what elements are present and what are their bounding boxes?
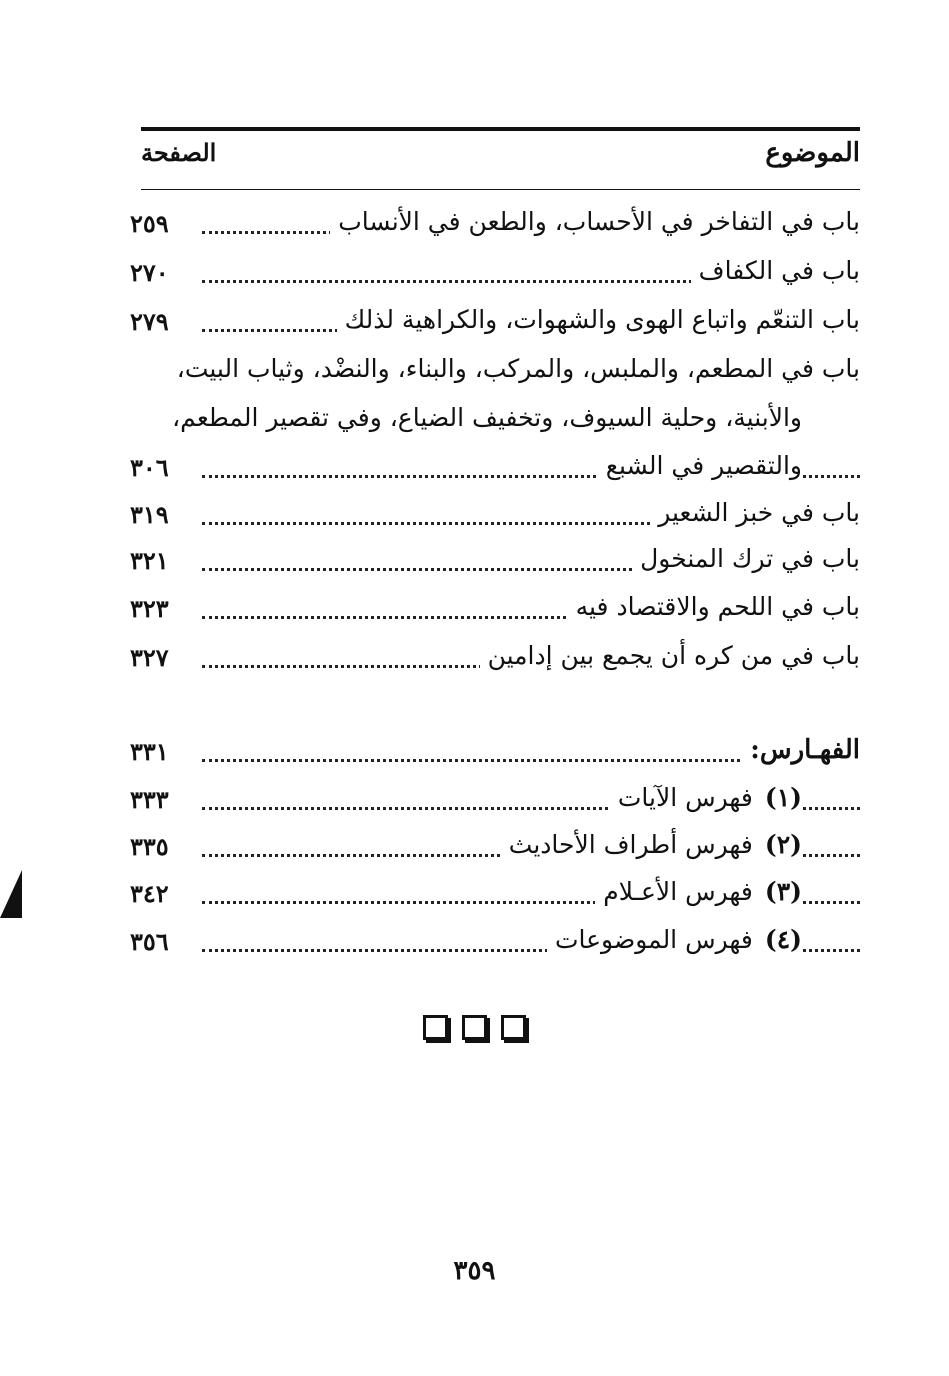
entry-title: باب في التفاخر في الأحساب، والطعن في الأنساب — [330, 207, 860, 236]
index-title: فهرس الأعـلام — [603, 877, 753, 906]
toc-entry — [130, 207, 860, 251]
entry-title: والتقصير في الشبع — [598, 451, 802, 480]
entry-title: باب في اللحم والاقتصاد فيه — [568, 592, 860, 621]
entry-title: باب في ترك المنخول — [632, 544, 860, 573]
ornament-square-icon — [423, 1015, 448, 1040]
page-column-label: الصفحة — [141, 138, 217, 167]
index-title: فهرس الموضوعات — [554, 925, 753, 954]
index-number: (٤) — [764, 925, 802, 954]
entry-page: ٣٢٣ — [130, 594, 169, 623]
topic-column-label: الموضوع — [765, 138, 860, 168]
entry-page: ٣١٩ — [130, 500, 169, 529]
index-entry-label — [595, 877, 802, 906]
entry-title: باب في المطعم، والملبس، والمركب، والبناء، والنضْد، وثياب البيت، — [169, 354, 860, 383]
index-page: ٣٥٦ — [130, 927, 169, 956]
entry-page: ٢٥٩ — [130, 209, 169, 238]
entry-page: ٢٧٩ — [130, 307, 169, 336]
index-entry — [130, 925, 860, 969]
index-entry — [130, 830, 860, 874]
toc-entry-continuation — [130, 451, 860, 495]
index-entry-label — [610, 783, 802, 812]
index-page: ٣٣٣ — [130, 785, 169, 814]
index-number: (١) — [764, 783, 802, 812]
entry-title: باب في خبز الشعير — [650, 498, 860, 527]
toc-entry-continuation — [130, 403, 860, 447]
section-end-ornament — [0, 1015, 949, 1044]
page-number: ٣٥٩ — [453, 1256, 496, 1286]
toc-header — [141, 138, 860, 182]
index-entry — [130, 783, 860, 827]
entry-page: ٢٧٠ — [130, 258, 169, 287]
top-rule — [141, 127, 860, 131]
entry-page: ٣٢٧ — [130, 643, 169, 672]
entry-title: باب في الكفاف — [691, 256, 860, 285]
entry-title: باب في من كره أن يجمع بين إدامين — [480, 641, 860, 670]
ornament-square-icon — [462, 1015, 487, 1040]
indexes-heading — [130, 735, 860, 779]
toc-entry — [130, 544, 860, 588]
entry-page: ٣٢١ — [130, 546, 169, 575]
index-page: ٣٤٢ — [130, 879, 169, 908]
edge-marker-icon — [0, 870, 22, 918]
toc-entry — [130, 641, 860, 685]
entry-title: والأبنية، وحلية السيوف، وتخفيف الضياع، وفي تقصير المطعم، — [164, 403, 802, 432]
toc-entry — [130, 305, 860, 349]
header-rule — [141, 189, 860, 190]
index-title: فهرس الآيات — [617, 783, 753, 812]
indexes-heading-title: الفهـارس: — [742, 735, 860, 765]
index-number: (٣) — [764, 877, 802, 906]
toc-entry — [130, 256, 860, 300]
index-entry-label — [547, 925, 802, 954]
index-entry-label — [501, 830, 802, 859]
indexes-heading-page: ٣٣١ — [130, 737, 169, 766]
index-title: فهرس أطراف الأحاديث — [508, 830, 753, 859]
entry-title: باب التنعّم واتباع الهوى والشهوات، والكراهية لذلك — [337, 305, 860, 334]
entry-page: ٣٠٦ — [130, 453, 169, 482]
ornament-square-icon — [501, 1015, 526, 1040]
toc-entry — [130, 592, 860, 636]
index-number: (٢) — [764, 830, 802, 859]
index-page: ٣٣٥ — [130, 832, 169, 861]
toc-entry — [130, 354, 860, 398]
index-entry — [130, 877, 860, 921]
toc-entry — [130, 498, 860, 542]
